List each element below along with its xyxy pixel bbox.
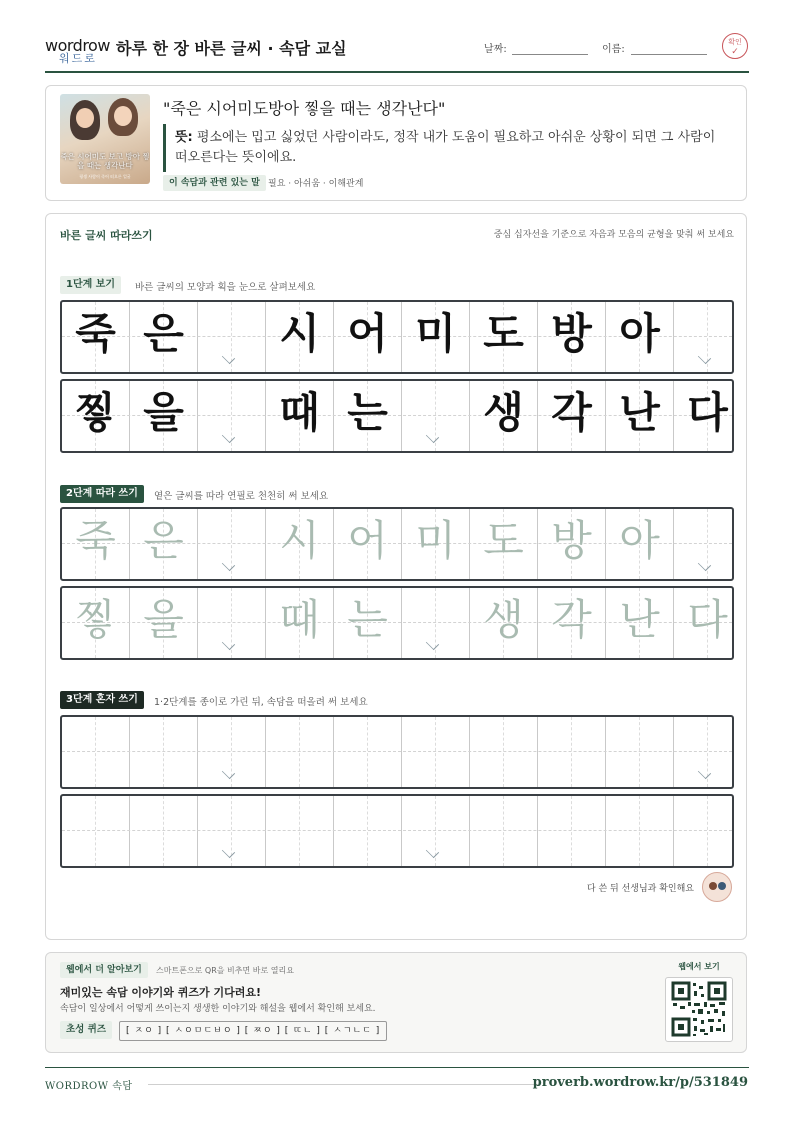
grid-character: 찧 bbox=[75, 388, 116, 437]
related-words: 필요 · 아쉬움 · 이해관계 bbox=[268, 179, 364, 189]
grid-cell[interactable] bbox=[62, 509, 130, 579]
grid-character: 때 bbox=[279, 388, 320, 437]
grid-cell bbox=[402, 381, 470, 451]
grid-character: 다 bbox=[687, 595, 728, 644]
related-words-tag: 이 속담과 관련 있는 말 bbox=[163, 175, 266, 191]
grid-cell bbox=[198, 302, 266, 372]
meaning-text: 평소에는 밉고 싫었던 사람이라도, 정작 내가 도움이 필요하고 아쉬운 상황이 되면 그 사람이 떠오른다는 뜻이에요. bbox=[175, 130, 716, 165]
grid-cell bbox=[538, 302, 606, 372]
kids-icon bbox=[702, 872, 732, 902]
grid-character: 은 bbox=[143, 516, 184, 565]
writing-row-step2-line1[interactable] bbox=[60, 507, 734, 581]
date-label: 날짜: bbox=[484, 44, 507, 55]
footer-line bbox=[148, 1084, 538, 1085]
grid-character: 생 bbox=[483, 595, 524, 644]
grid-character: 는 bbox=[347, 595, 388, 644]
step3-tag: 3단계 혼자 쓰기 bbox=[60, 691, 144, 709]
writing-row-step1-line1 bbox=[60, 300, 734, 374]
grid-character: 찧 bbox=[75, 595, 116, 644]
proverb-heading: "죽은 시어미도방아 찧을 때는 생각난다" bbox=[163, 99, 446, 118]
grid-character: 죽 bbox=[75, 309, 116, 358]
grid-cell[interactable] bbox=[198, 588, 266, 658]
web-hint: 스마트폰으로 QR을 비추면 바로 열리요 bbox=[156, 966, 294, 975]
step1-tag: 1단계 보기 bbox=[60, 276, 121, 294]
space-mark-icon bbox=[698, 558, 711, 571]
grid-cell[interactable] bbox=[130, 509, 198, 579]
grid-character: 시 bbox=[279, 516, 320, 565]
writing-row-step3-line1[interactable] bbox=[60, 715, 734, 789]
grid-character: 방 bbox=[551, 516, 592, 565]
meaning-label: 뜻: bbox=[175, 130, 193, 145]
footer-url[interactable]: proverb.wordrow.kr/p/531849 bbox=[532, 1075, 748, 1090]
grid-character: 다 bbox=[687, 388, 728, 437]
grid-cell[interactable] bbox=[470, 588, 538, 658]
grid-cell[interactable] bbox=[198, 796, 266, 866]
grid-cell bbox=[402, 302, 470, 372]
grid-cell bbox=[470, 302, 538, 372]
writing-row-step1-line2 bbox=[60, 379, 734, 453]
footer-divider bbox=[45, 1067, 749, 1068]
grid-cell bbox=[674, 302, 734, 372]
grid-character: 을 bbox=[143, 388, 184, 437]
grid-cell bbox=[334, 381, 402, 451]
space-mark-icon bbox=[426, 845, 439, 858]
grid-cell[interactable] bbox=[62, 796, 130, 866]
grid-cell[interactable] bbox=[198, 717, 266, 787]
grid-cell[interactable] bbox=[674, 717, 734, 787]
grid-cell[interactable] bbox=[402, 509, 470, 579]
grid-cell bbox=[470, 381, 538, 451]
grid-cell bbox=[62, 381, 130, 451]
meaning-accent-bar bbox=[163, 124, 166, 172]
grid-cell[interactable] bbox=[402, 796, 470, 866]
grid-character: 아 bbox=[619, 309, 660, 358]
grid-character: 생 bbox=[483, 388, 524, 437]
grid-cell[interactable] bbox=[538, 717, 606, 787]
grid-cell bbox=[266, 302, 334, 372]
space-mark-icon bbox=[426, 430, 439, 443]
space-mark-icon bbox=[222, 766, 235, 779]
grid-cell bbox=[130, 381, 198, 451]
proverb-illustration bbox=[60, 94, 150, 184]
grid-character: 죽 bbox=[75, 516, 116, 565]
grid-character: 방 bbox=[551, 309, 592, 358]
grid-cell[interactable] bbox=[334, 717, 402, 787]
step2-desc: 옅은 글씨를 따라 연필로 천천히 써 보세요 bbox=[154, 491, 329, 502]
header-divider bbox=[45, 71, 749, 73]
grid-character: 난 bbox=[619, 388, 660, 437]
grid-cell[interactable] bbox=[266, 509, 334, 579]
grid-cell[interactable] bbox=[334, 509, 402, 579]
qr-label: 웹에서 보기 bbox=[678, 962, 720, 971]
grid-cell[interactable] bbox=[402, 588, 470, 658]
logo-text: wordrow bbox=[45, 36, 110, 55]
grid-cell[interactable] bbox=[130, 717, 198, 787]
quiz-text: [ ㅈㅇ ] [ ㅅㅇㅁㄷㅂㅇ ] [ ㅉㅇ ] [ ㄸㄴ ] [ ㅅㄱㄴㄷ ] bbox=[119, 1021, 387, 1041]
grid-cell[interactable] bbox=[130, 588, 198, 658]
grid-cell[interactable] bbox=[334, 796, 402, 866]
grid-cell[interactable] bbox=[266, 796, 334, 866]
grid-character: 도 bbox=[483, 516, 524, 565]
grid-character: 어 bbox=[347, 516, 388, 565]
qr-code-icon[interactable] bbox=[665, 977, 733, 1042]
done-text: 다 쓴 뒤 선생님과 확인해요 bbox=[586, 884, 694, 894]
grid-character: 때 bbox=[279, 595, 320, 644]
grid-cell[interactable] bbox=[266, 588, 334, 658]
grid-cell bbox=[334, 302, 402, 372]
grid-cell bbox=[198, 381, 266, 451]
wordrow-logo bbox=[45, 36, 110, 65]
grid-character: 미 bbox=[415, 309, 456, 358]
step3-desc: 1·2단계를 종이로 가린 뒤, 속담을 떠올려 써 보세요 bbox=[154, 697, 368, 708]
illustration-caption-small: 평생 사람이 죽어 떠오른 얼굴 bbox=[79, 174, 131, 179]
grid-cell bbox=[606, 302, 674, 372]
grid-cell[interactable] bbox=[402, 717, 470, 787]
quiz-label: 초성 퀴즈 bbox=[60, 1021, 112, 1039]
grid-cell bbox=[674, 381, 734, 451]
space-mark-icon bbox=[222, 558, 235, 571]
grid-character: 각 bbox=[551, 388, 592, 437]
check-stamp-icon: 확인 ✓ bbox=[722, 33, 748, 59]
grid-cell[interactable] bbox=[538, 796, 606, 866]
grid-cell bbox=[62, 302, 130, 372]
step1-desc: 바른 글씨의 모양과 획을 눈으로 살펴보세요 bbox=[135, 282, 316, 293]
space-mark-icon bbox=[698, 351, 711, 364]
web-title: 재미있는 속담 이야기와 퀴즈가 기다려요! bbox=[60, 986, 261, 999]
grid-cell[interactable] bbox=[470, 796, 538, 866]
grid-character: 아 bbox=[619, 516, 660, 565]
grid-cell bbox=[266, 381, 334, 451]
grid-character: 난 bbox=[619, 595, 660, 644]
grid-cell[interactable] bbox=[674, 509, 734, 579]
writing-row-step3-line2[interactable] bbox=[60, 794, 734, 868]
space-mark-icon bbox=[222, 430, 235, 443]
name-label: 이름: bbox=[602, 44, 625, 55]
grid-cell bbox=[606, 381, 674, 451]
grid-cell[interactable] bbox=[198, 509, 266, 579]
grid-cell[interactable] bbox=[130, 796, 198, 866]
grid-cell[interactable] bbox=[470, 509, 538, 579]
stamp-text: 확인 bbox=[728, 38, 742, 46]
grid-cell bbox=[538, 381, 606, 451]
grid-cell[interactable] bbox=[606, 796, 674, 866]
writing-row-step2-line2[interactable] bbox=[60, 586, 734, 660]
practice-title: 바른 글씨 따라쓰기 bbox=[60, 229, 153, 242]
grid-character: 시 bbox=[279, 309, 320, 358]
grid-cell[interactable] bbox=[538, 509, 606, 579]
grid-cell[interactable] bbox=[62, 588, 130, 658]
grid-cell[interactable] bbox=[470, 717, 538, 787]
space-mark-icon bbox=[426, 637, 439, 650]
grid-cell[interactable] bbox=[674, 796, 734, 866]
grid-character: 은 bbox=[143, 309, 184, 358]
grid-cell[interactable] bbox=[266, 717, 334, 787]
meaning-text-block bbox=[175, 128, 720, 168]
grid-character: 각 bbox=[551, 595, 592, 644]
illustration-caption: 죽은 시어미도 보고 방아 찧을 때는 생각난다 bbox=[60, 152, 150, 170]
grid-cell[interactable] bbox=[606, 717, 674, 787]
grid-cell[interactable] bbox=[674, 588, 734, 658]
practice-help: 중심 십자선을 기준으로 자음과 모음의 균형을 맞춰 써 보세요 bbox=[493, 230, 734, 240]
grid-cell[interactable] bbox=[62, 717, 130, 787]
grid-character: 미 bbox=[415, 516, 456, 565]
space-mark-icon bbox=[222, 845, 235, 858]
grid-character: 어 bbox=[347, 309, 388, 358]
page-title: 하루 한 장 바른 글씨 · 속담 교실 bbox=[116, 39, 347, 58]
space-mark-icon bbox=[222, 351, 235, 364]
grid-character: 도 bbox=[483, 309, 524, 358]
grid-cell[interactable] bbox=[606, 509, 674, 579]
space-mark-icon bbox=[222, 637, 235, 650]
web-tag: 웹에서 더 알아보기 bbox=[60, 962, 148, 978]
step2-tag: 2단계 따라 쓰기 bbox=[60, 485, 144, 503]
grid-character: 을 bbox=[143, 595, 184, 644]
grid-cell[interactable] bbox=[538, 588, 606, 658]
grid-character: 는 bbox=[347, 388, 388, 437]
grid-cell bbox=[130, 302, 198, 372]
grid-cell[interactable] bbox=[606, 588, 674, 658]
web-body: 속담이 일상에서 어떻게 쓰이는지 생생한 이야기와 해설을 웹에서 확인해 보세요. bbox=[60, 1004, 376, 1014]
date-field[interactable] bbox=[512, 54, 588, 55]
footer-brand: WORDROW 속담 bbox=[45, 1081, 133, 1092]
space-mark-icon bbox=[698, 766, 711, 779]
grid-cell[interactable] bbox=[334, 588, 402, 658]
logo-sub: 워드로 bbox=[59, 52, 97, 65]
name-field[interactable] bbox=[631, 54, 707, 55]
